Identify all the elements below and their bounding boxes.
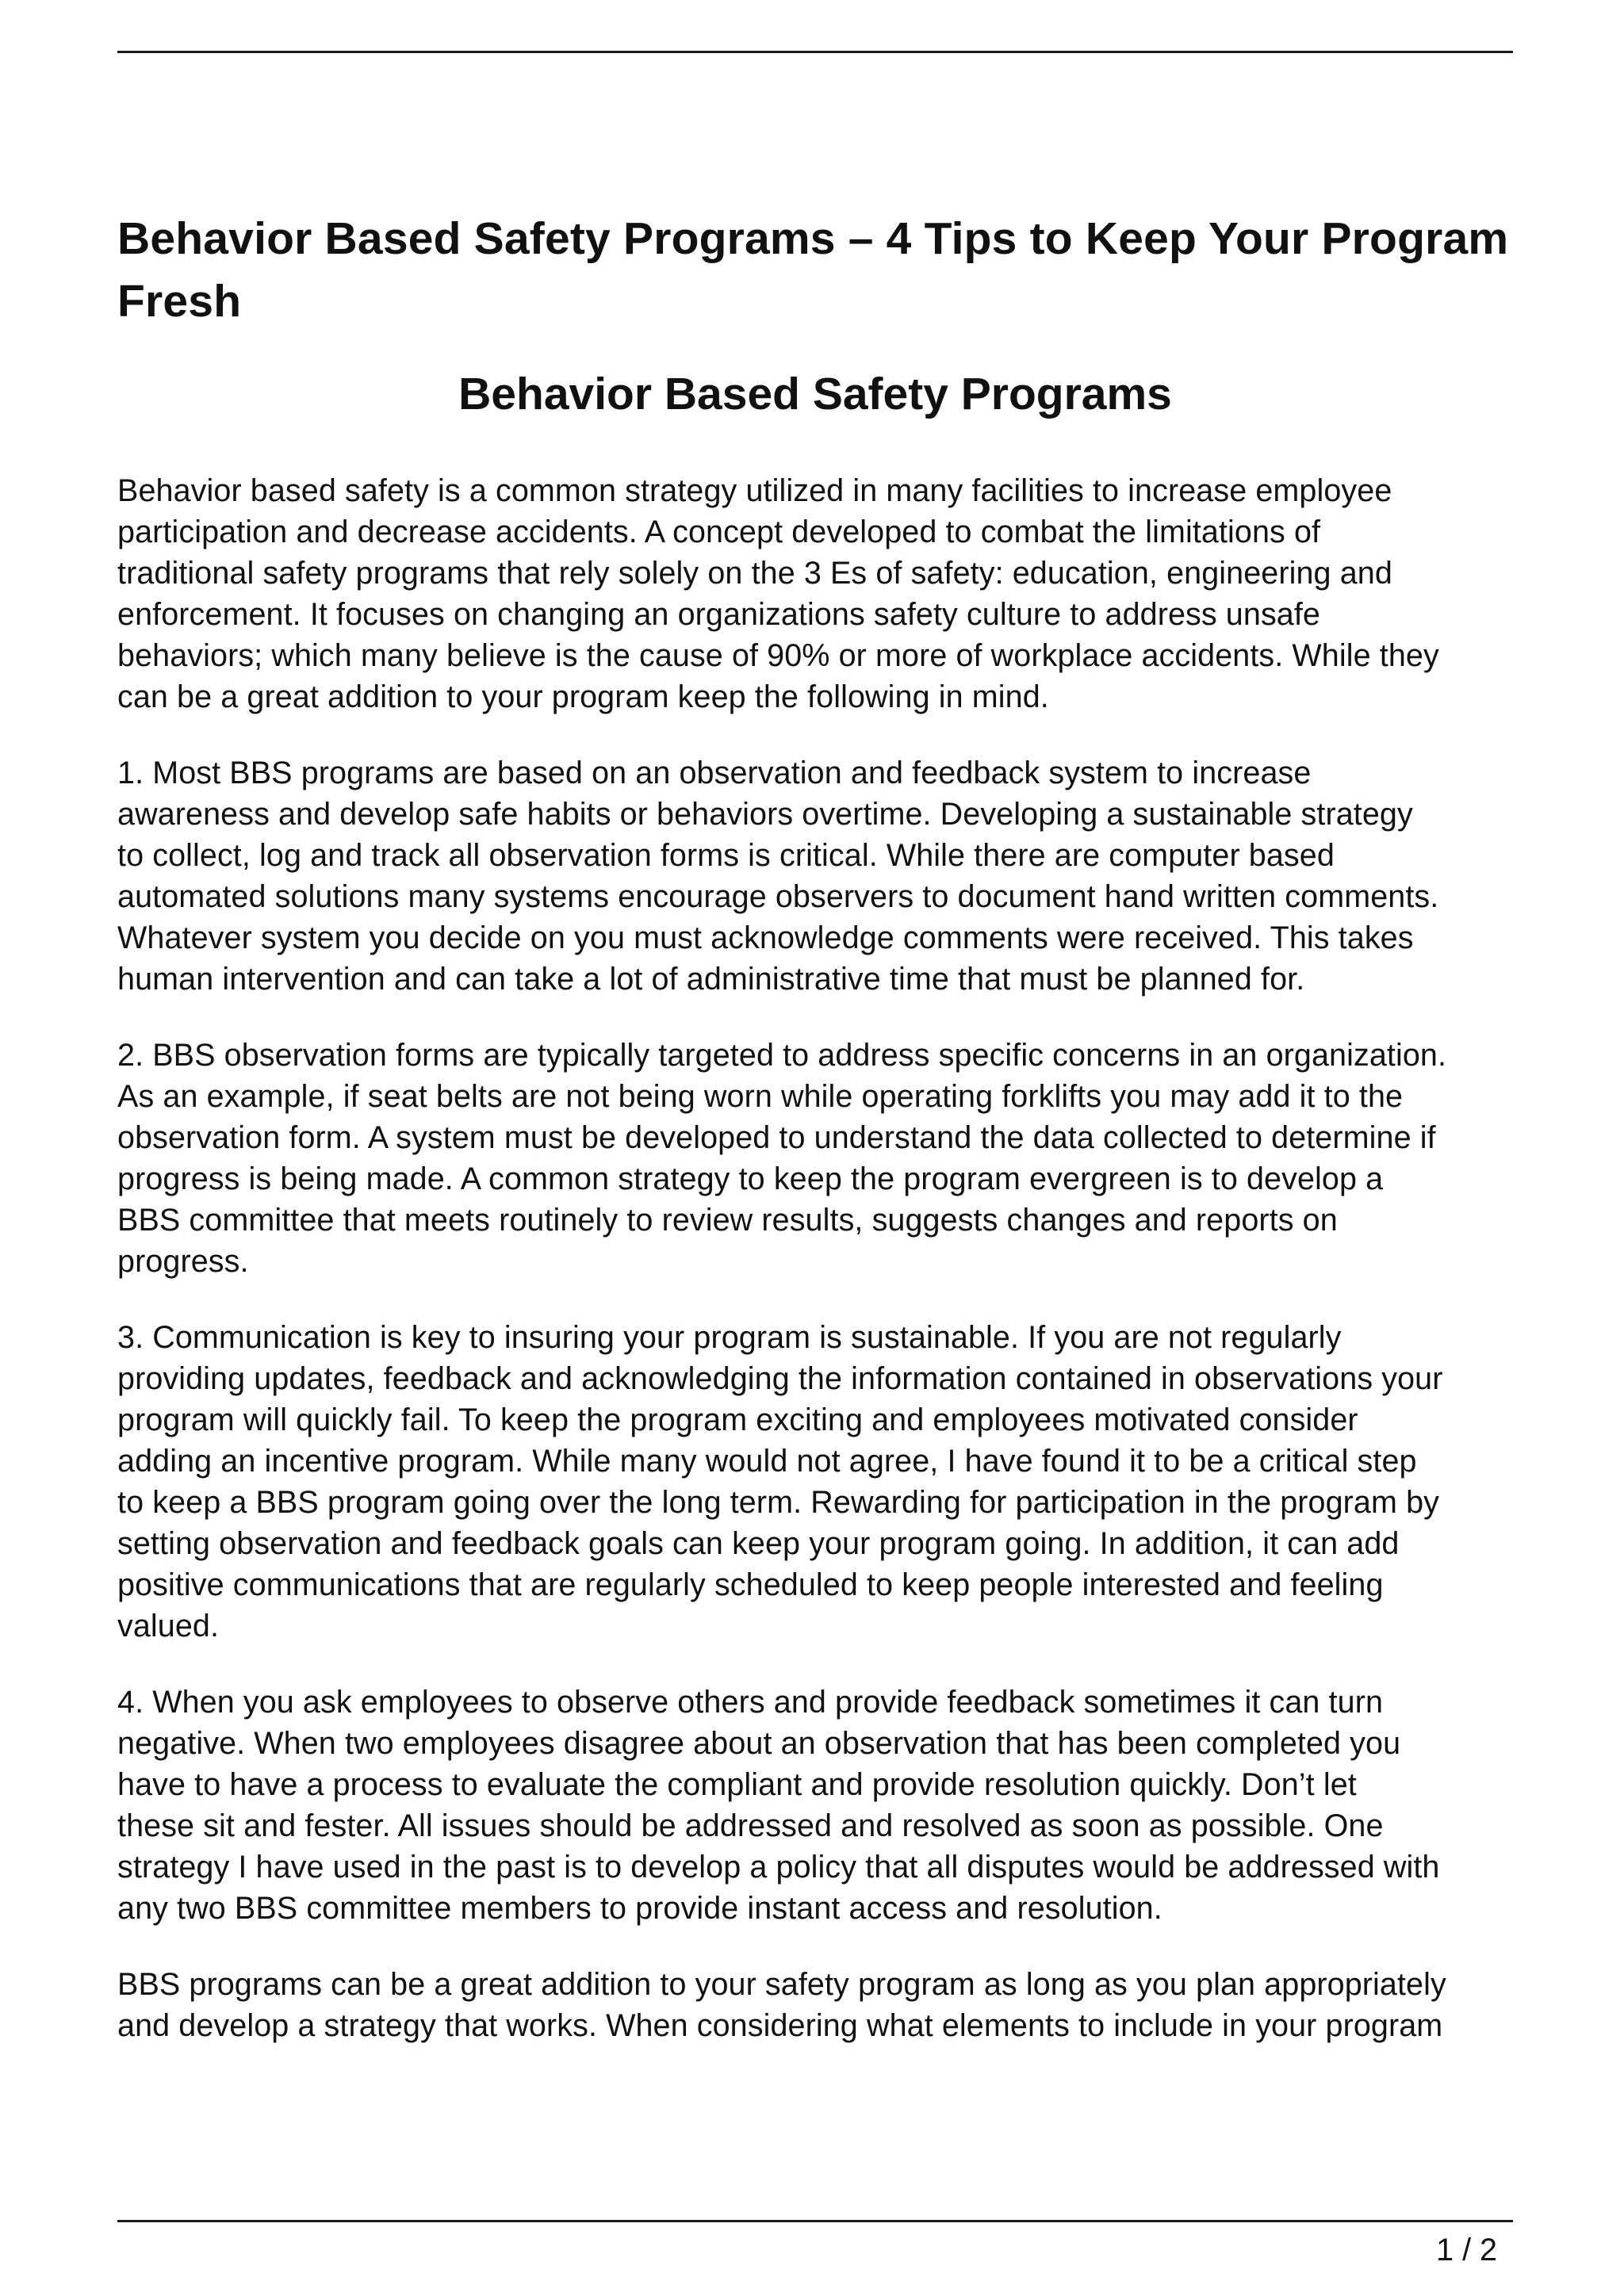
document-title: Behavior Based Safety Programs – 4 Tips to Keep Your Program Fresh — [117, 213, 1509, 327]
tip-1-paragraph: 1. Most BBS programs are based on an observation and feedback system to increase awareness and develop safe habits or behaviors overtime. Developing a sustainable strategy to collect, log and track all observation forms is critical. While there are computer based automated solutions many systems encourage observers to document hand written comments. Whatever system you decide on you must acknowledge comments were received. This takes human intervention and can take a lot of administrative time that must be planned for. — [117, 756, 1439, 997]
tip-4-paragraph: 4. When you ask employees to observe others and provide feedback sometimes it can turn negative. When two employees disagree about an observation that has been completed you have to have a process to evaluate the compliant and provide resolution quickly. Don’t let these sit and fester. All issues should be addressed and resolved as soon as possible. One strategy I have used in the past is to develop a policy that all disputes would be addressed with any two BBS committee members to provide instant access and resolution. — [117, 1685, 1440, 1926]
tip-2-paragraph: 2. BBS observation forms are typically targeted to address specific concerns in an organization. As an example, if seat belts are not being worn while operating forklifts you may add it to the observation form. A system must be developed to understand the data collected to determine if progress is being made. A common strategy to keep the program evergreen is to develop a BBS committee that meets routinely to review results, suggests changes and reports on progress. — [117, 1038, 1447, 1279]
closing-paragraph: BBS programs can be a great addition to your safety program as long as you plan appropriately and develop a strategy that works. When considering what elements to include in your program — [117, 1967, 1446, 2043]
tip-3-paragraph: 3. Communication is key to insuring your program is sustainable. If you are not regularly providing updates, feedback and acknowledging the information contained in observations your program will quickly fail. To keep the program exciting and employees motivated consider adding an incentive program. While many would not agree, I have found it to be a critical step to keep a BBS program going over the long term. Rewarding for participation in the program by setting observation and feedback goals can keep your program going. In addition, it can add positive communications that are regularly scheduled to keep people interested and feeling valued. — [117, 1320, 1443, 1644]
footer-rule — [117, 2220, 1513, 2222]
intro-paragraph: Behavior based safety is a common strategy utilized in many facilities to increase employee participation and decrease accidents. A concept developed to combat the limitations of traditional safety programs that rely solely on the 3 Es of safety: education, engineering and enforcement. It focuses on changing an organizations safety culture to address unsafe behaviors; which many believe is the cause of 90% or more of workplace accidents. While they can be a great addition to your program keep the following in mind. — [117, 473, 1439, 714]
section-heading: Behavior Based Safety Programs — [458, 369, 1172, 419]
header-rule — [117, 51, 1513, 53]
document-body — [117, 208, 1513, 2046]
page-number: 1 / 2 — [1436, 2233, 1497, 2267]
